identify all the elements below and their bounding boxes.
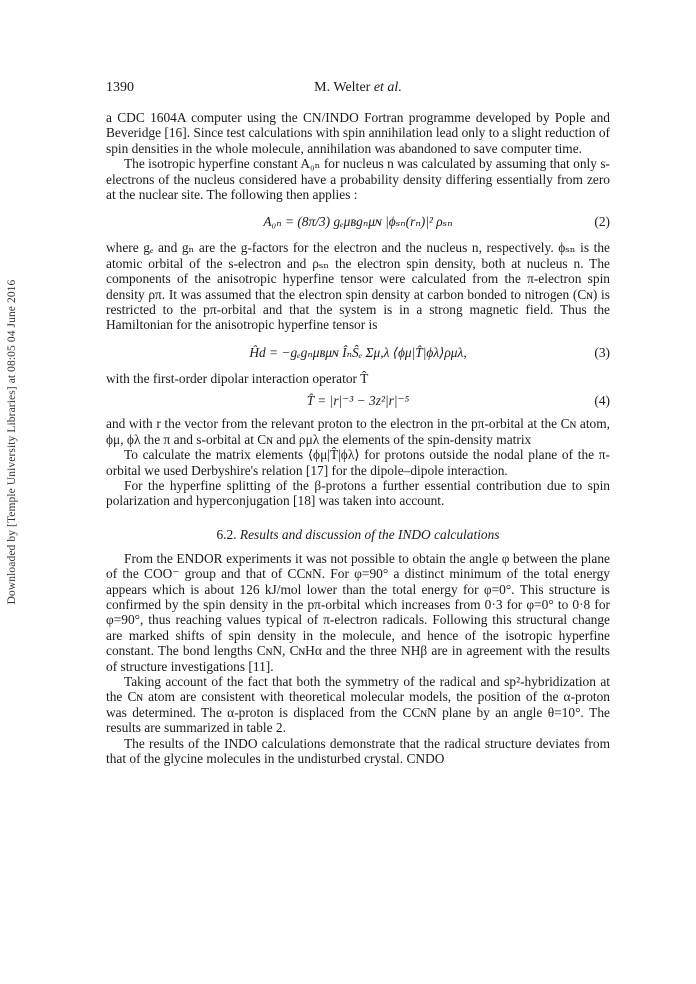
equation-3-expression: Ĥd = −gₑgₙμʙμɴ ÎₙŜₑ Σμ,λ ⟨ϕμ|T̂|ϕλ⟩ρμλ,: [249, 344, 467, 360]
paragraph-6: To calculate the matrix elements ⟨ϕμ|T̂|ϕλ⟩ for protons outside the nodal plane of the π-orbital we used Derbyshire's relation [17] for the dipole–dipole interaction.: [106, 447, 610, 478]
paragraph-2: The isotropic hyperfine constant A₀ₙ for nucleus n was calculated by assuming that only s-electrons of the nucleus considered have a probability density differing essentially from zero at the nuclear site. The following then applies :: [106, 156, 610, 203]
running-head-authors: M. Welter: [314, 80, 374, 95]
equation-4: [106, 386, 610, 416]
download-notice: [4, 212, 20, 672]
equation-3: [106, 333, 610, 371]
equation-2-expression: A₀ₙ = (8π/3) gₑμʙgₙμɴ |ϕₛₙ(rₙ)|² ρₛₙ: [263, 214, 453, 230]
paragraph-7: For the hyperfine splitting of the β-protons a further essential contribution due to spin polarization and hyperconjugation [18] was taken into account.: [106, 477, 610, 509]
paragraph-5: and with r the vector from the relevant proton to the electron in the pπ-orbital at the Cɴ atom, ϕμ, ϕλ the π and s-orbital at Cɴ and ρμλ the elements of the spin-density matrix: [106, 416, 610, 447]
equation-2: [106, 202, 610, 240]
section-heading: [106, 527, 610, 543]
equation-4-number: (4): [594, 393, 610, 409]
section-title: Results and discussion of the INDO calculations: [239, 526, 500, 542]
page-number: 1390: [106, 80, 134, 95]
equation-3-number: (3): [594, 344, 610, 360]
paragraph-8: From the ENDOR experiments it was not possible to obtain the angle φ between the plane of the COO⁻ group and that of CCɴN. For φ=90° a distinct minimum of the total energy appears which is about 126 kJ/mol lower than the total energy for φ=0°. This structure is confirmed by the spin density in the pπ-orbital which increases from 0·3 for φ=0° to 0·8 for φ=90°, thus reaching values typical of π-electron radicals. Following this structural change are marked shifts of spin density in the molecule, and hence of the isotropic hyperfine constant. The bond lengths CɴN, CɴHα and the three NHβ are in agreement with the results of structure investigations [11].: [106, 550, 610, 674]
paragraph-1: a CDC 1604A computer using the CN/INDO Fortran programme developed by Pople and Beveridge [16]. Since test calculations with spin annihilation lead only to a slight reduction of spin densities in the whole molecule, annihilation was abandoned to save computer time.: [106, 110, 610, 156]
equation-4-expression: T̂ = |r|⁻³ − 3z²|r|⁻⁵: [306, 393, 410, 409]
page-header: [106, 80, 610, 100]
paragraph-3: where gₑ and gₙ are the g-factors for the electron and the nucleus n, respectively. ϕₛₙ is the atomic orbital of the s-electron and ρₛₙ the electron spin density, both at nucleus n. The components of the anisotropic hyperfine tensor were calculated from the π-electron spin density ρπ. It was assumed that the electron spin density at carbon bonded to nitrogen (Cɴ) is restricted to the pπ-orbital and that the system is in a strong magnetic field. Thus the Hamiltonian for the anisotropic hyperfine tensor is: [106, 240, 610, 333]
download-notice-text: Downloaded by [Temple University Libraries] at 08:05 04 June 2016: [6, 279, 18, 605]
running-head: [106, 80, 610, 96]
paragraph-10: The results of the INDO calculations demonstrate that the radical structure deviates from that of the glycine molecules in the undisturbed crystal. CNDO: [106, 735, 610, 766]
paragraph-4: with the first-order dipolar interaction operator T̂: [106, 370, 369, 386]
paragraph-9: Taking account of the fact that both the symmetry of the radical and sp²-hybridization at the Cɴ atom are consistent with theoretical molecular models, the position of the α-proton was determined. The α-proton is displaced from the CCɴN plane by an angle θ=10°. The results are summarized in table 2.: [106, 673, 610, 736]
running-head-etal: et al.: [373, 80, 402, 95]
equation-2-number: (2): [594, 214, 610, 230]
journal-page: [106, 80, 610, 766]
section-number: 6.2.: [216, 526, 240, 542]
